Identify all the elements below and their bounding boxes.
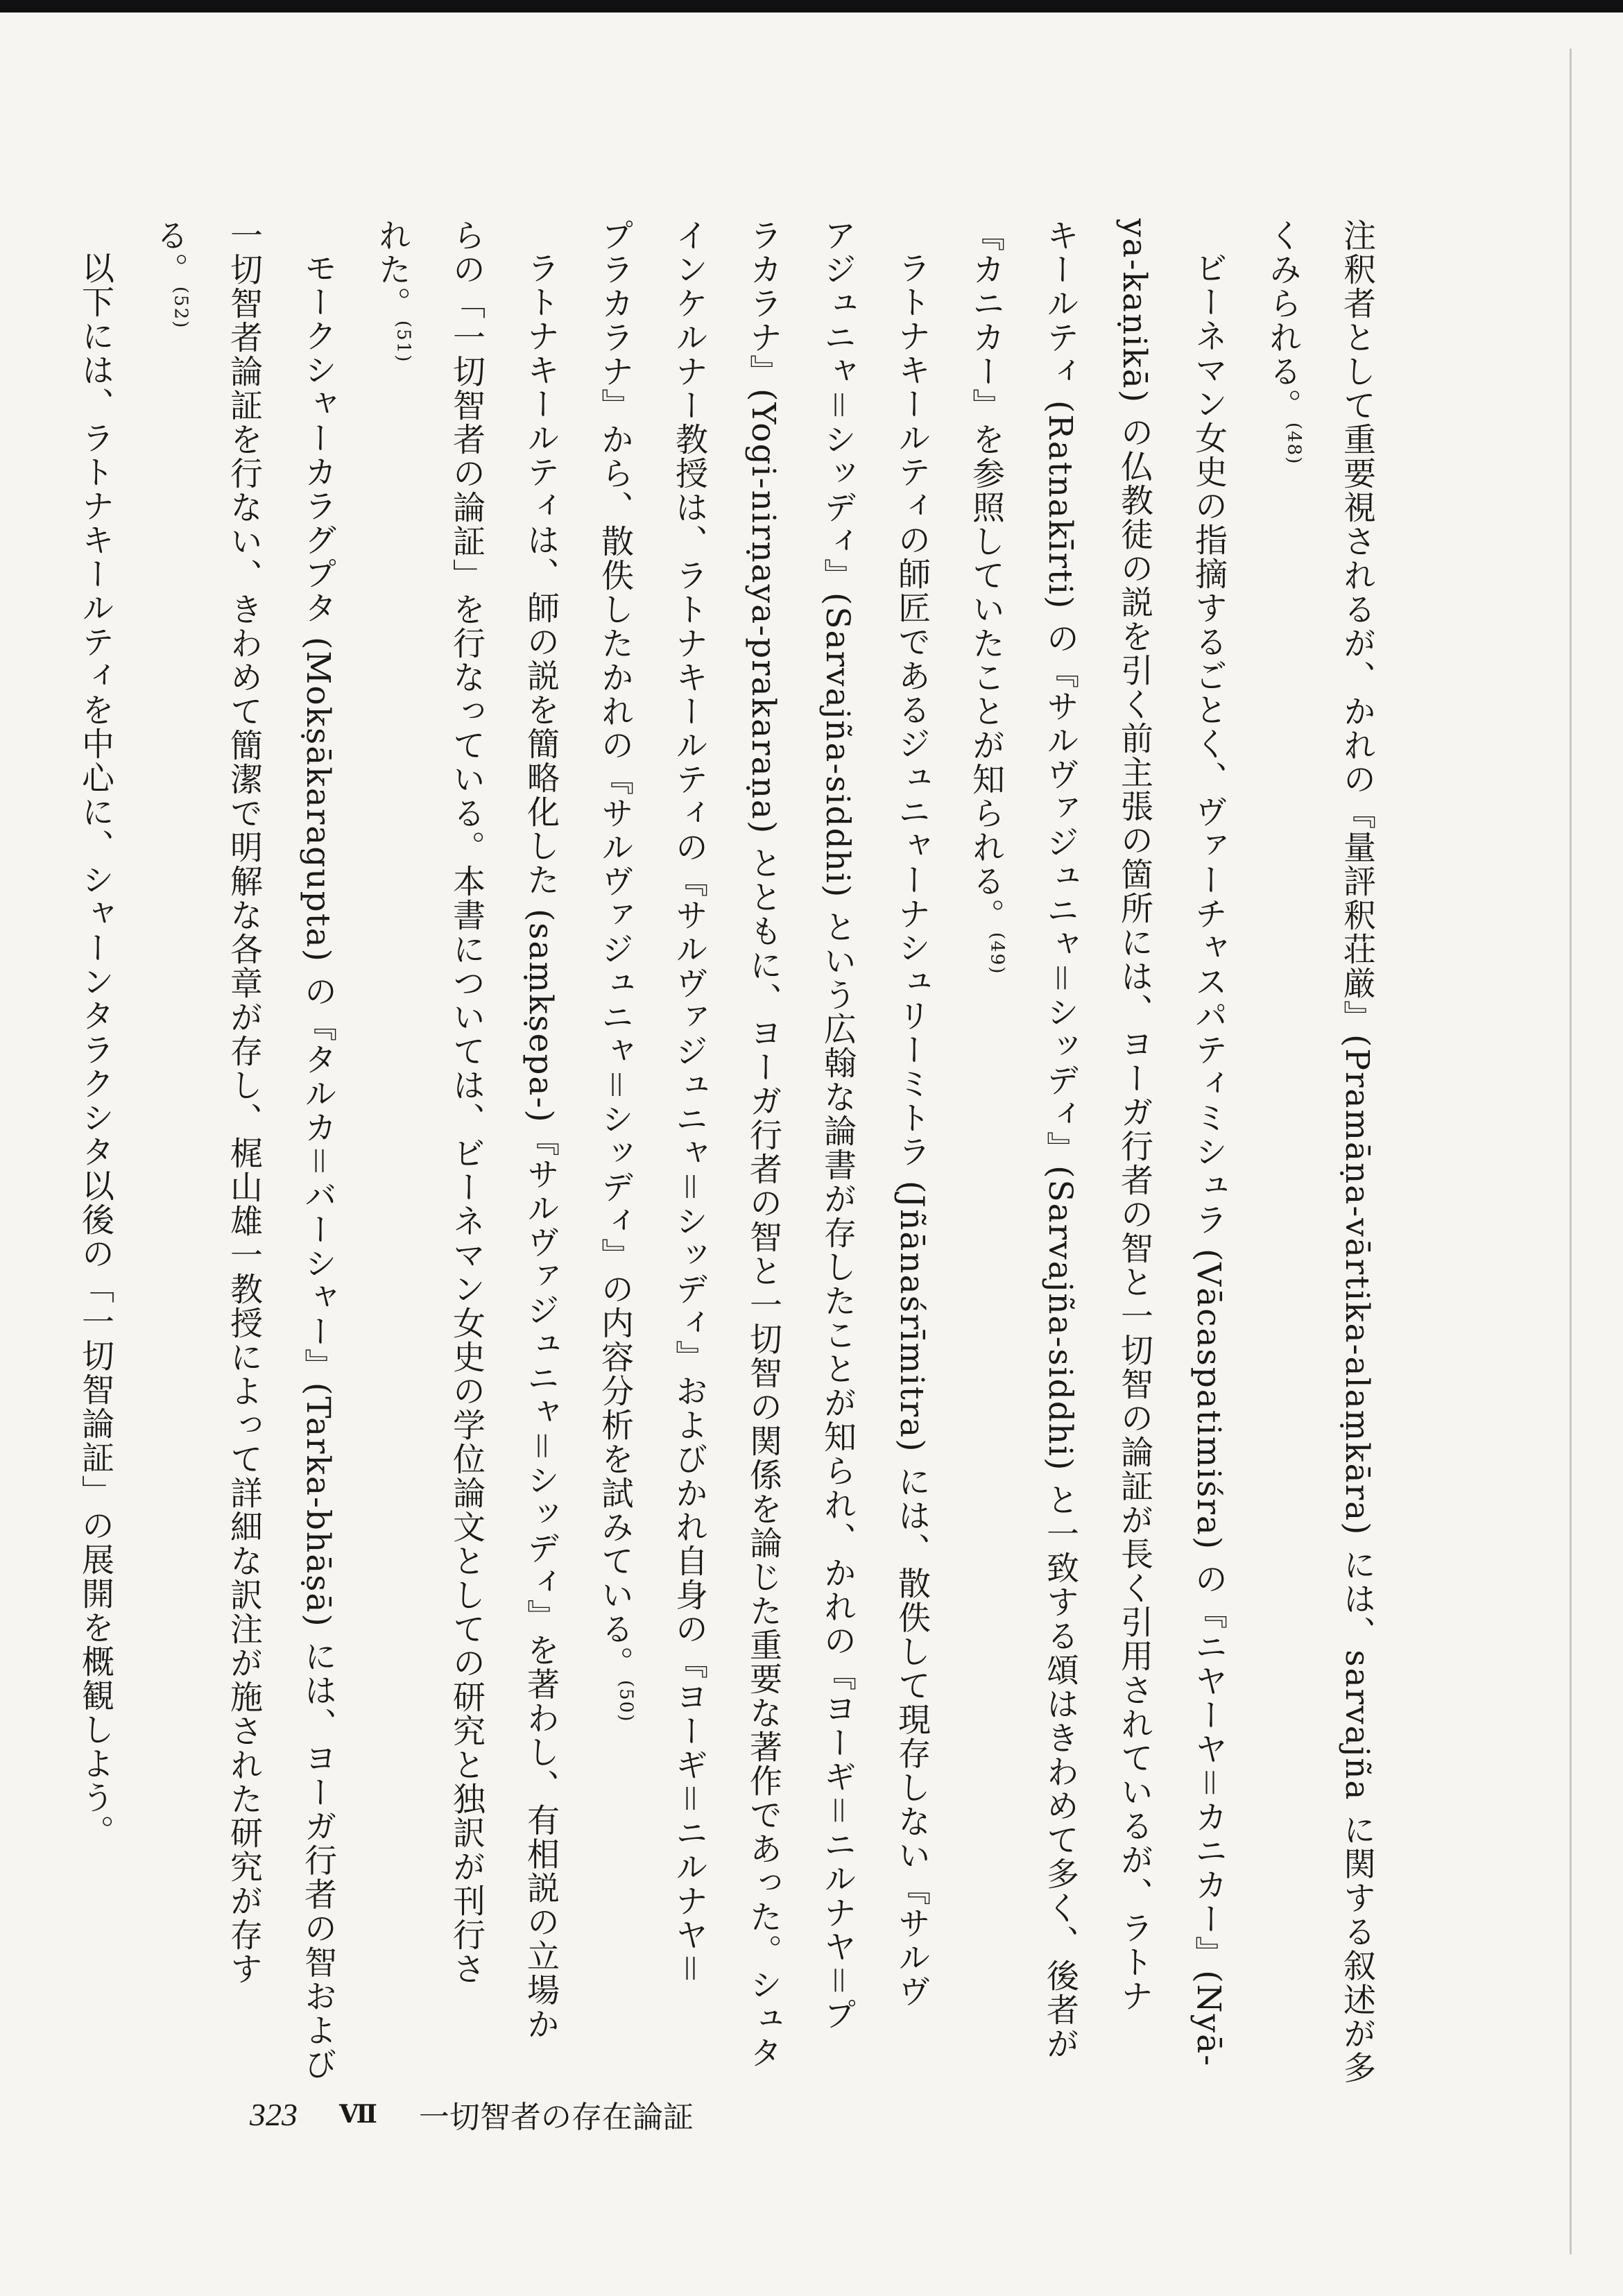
text-line: 以下には、ラトナキールティを中心に、シャーンタラクシタ以後の「一切智論証」の展開を概観しよう。 [76,251,114,1849]
text-line: れた。(51) [373,219,414,363]
text-line: インケルナー教授は、ラトナキールティの『サルヴァジュニャ＝シッディ』およびかれ自身の『ヨーギ＝ニルナヤ＝ [670,219,708,1986]
text-line: 『カニカー』を参照していたことが知られる。(49) [967,219,1008,975]
text-line: ラトナキールティは、師の説を簡略化した (saṃkṣepa-)『サルヴァジュニャ＝シッディ』を著わし、有相説の立場か [522,251,560,2041]
text-line: ya-kaṇikā) の仏教徒の説を引く前主張の箇所には、ヨーガ行者の智と一切智の論証が長く引用されているが、ラトナ [1115,219,1153,2014]
page-footer [250,2093,694,2135]
text-line: 注釈者として重要視されるが、かれの『量評釈荘厳』(Pramāṇa-vārtika-alaṃkāra) には、sarvajña に関する叙述が多 [1338,219,1376,2085]
footnote-marker-51: (51) [393,320,414,363]
page-edge-rule [1570,49,1572,2254]
text-line: ラカラナ』(Yogi-nirṇaya-prakaraṇa) とともに、ヨーガ行者の智と一切智の関係を論じた重要な著作であった。シュタ [744,219,782,2071]
footnote-marker-50: (50) [615,1680,637,1723]
text-line: らの「一切智者の論証」を行なっている。本書については、ビーネマン女史の学位論文としての研究と独訳が刊行さ [447,219,486,1986]
body-text [76,219,1394,2085]
chapter-numeral: Ⅶ [339,2100,377,2129]
text-line: くみられる。(48) [1264,219,1305,465]
text-line: る。(52) [151,219,191,329]
running-title: 一切智者の存在論証 [418,2100,694,2135]
page-number: 323 [250,2096,298,2132]
scan-top-edge [0,0,1623,12]
text-line: 一切智者論証を行ない、きわめて簡潔で明解な各章が存し、梶山雄一教授によって詳細な訳注が施された研究が存す [225,219,263,1986]
text-line: プラカラナ』から、散佚したかれの『サルヴァジュニャ＝シッディ』の内容分析を試みている。(50) [596,219,637,1723]
footnote-marker-52: (52) [170,286,191,329]
footnote-marker-49: (49) [986,932,1008,975]
footnote-marker-48: (48) [1283,422,1305,465]
text-line: モークシャーカラグプタ (Mokṣākaragupta) の『タルカ＝バーシャー』(Tarka-bhāṣā) には、ヨーガ行者の智および [299,251,337,2082]
text-line: キールティ (Ratnakīrti) の『サルヴァジュニャ＝シッディ』(Sarvajña-siddhi) と一致する頌はきわめて多く、後者が [1041,219,1079,2062]
text-line: ビーネマン女史の指摘するごとく、ヴァーチャスパティミシュラ (Vācaspatimiśra) の『ニヤーヤ＝カニカー』(Nyā- [1190,251,1228,2068]
text-line: ラトナキールティの師匠であるジュニャーナシュリーミトラ (Jñānaśrīmitra) には、散佚して現存しない『サルヴ [893,251,931,2009]
text-line: アジュニャ＝シッディ』(Sarvajña-siddhi) という広翰な論書が存したことが知られ、かれの『ヨーギ＝ニルナヤ＝プ [818,219,857,2032]
